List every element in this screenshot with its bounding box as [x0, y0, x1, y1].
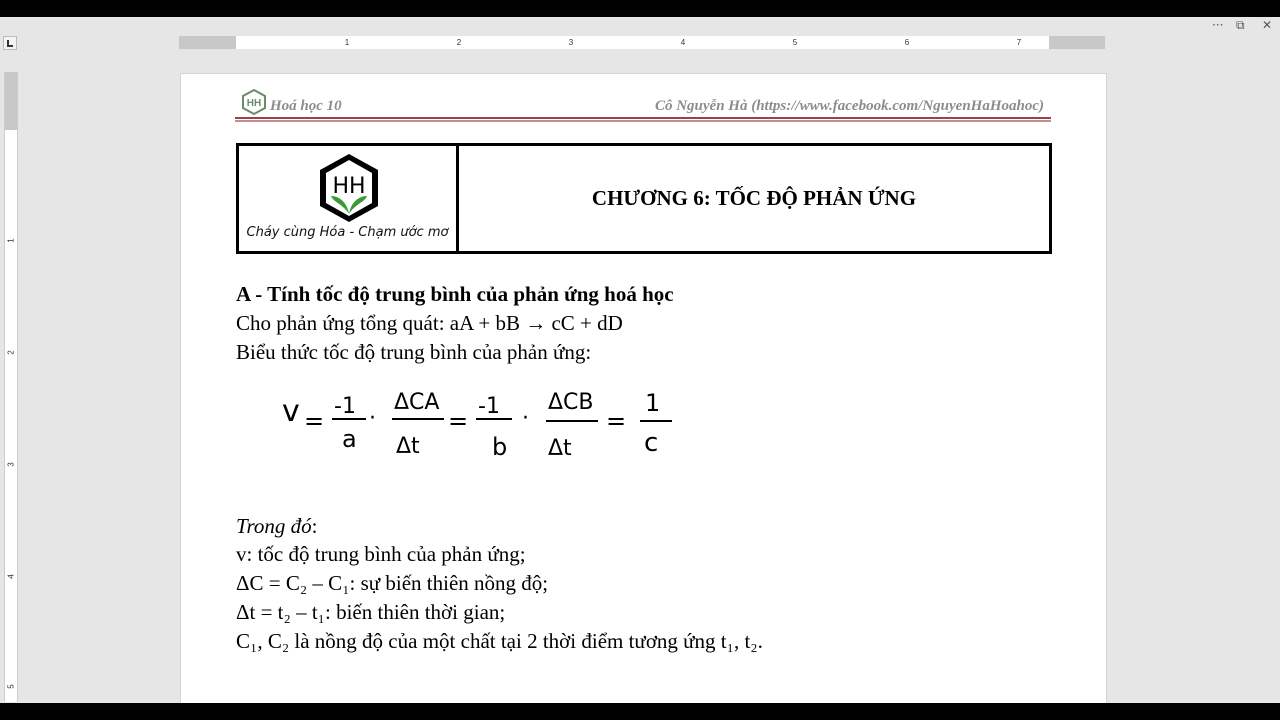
hh-logo-icon: [317, 152, 381, 224]
expression-intro: Biểu thức tốc độ trung bình của phản ứng:: [236, 340, 592, 364]
formula-lhs: v: [282, 394, 300, 429]
ruler-number: 3: [568, 38, 574, 47]
ellipsis-icon[interactable]: ···: [1212, 18, 1224, 32]
where-line: [236, 514, 318, 539]
formula-equals: =: [448, 407, 469, 435]
coef1-denominator: a: [342, 425, 357, 453]
logo-cell: [239, 146, 459, 251]
chapter-title: CHƯƠNG 6: TỐC ĐỘ PHẢN ỨNG: [591, 186, 917, 210]
formula-equals: =: [606, 407, 627, 435]
definition-delta-c: ΔC = C₂ – C₁: sự biến thiên nồng độ;: [236, 571, 549, 595]
tab-selector-button[interactable]: [3, 36, 17, 50]
ruler-number: 2: [6, 350, 16, 355]
header-author: Cô Nguyễn Hà (https://www.facebook.com/NguyenHaHoahoc): [654, 98, 1044, 114]
header-rule: [235, 120, 1051, 122]
ruler-number: 1: [6, 238, 16, 243]
ruler-number: 5: [6, 684, 16, 689]
header-logo-icon: [241, 89, 267, 115]
ruler-number: 6: [904, 38, 910, 47]
ruler-number: 3: [6, 462, 16, 467]
horizontal-ruler[interactable]: [179, 36, 1105, 49]
svg-text:HH: HH: [246, 98, 262, 109]
ruler-number: 4: [680, 38, 686, 47]
section-heading: A - Tính tốc độ trung bình của phản ứng hoá học: [236, 282, 674, 306]
coef3-numerator: 1: [645, 389, 661, 417]
frac1-denominator: Δt: [396, 434, 420, 459]
formula-dot: ·: [522, 406, 529, 431]
reaction-line: Cho phản ứng tổng quát: aA + bB → cC + dD: [236, 311, 623, 335]
ruler-number: 2: [456, 38, 462, 47]
top-black-bar: [0, 0, 1280, 17]
ruler-number: 5: [792, 38, 798, 47]
formula-dot: ·: [369, 406, 376, 431]
coef2-numerator: -1: [478, 394, 500, 419]
ruler-text-area: [236, 36, 1049, 49]
ruler-margin-area: [5, 72, 17, 130]
coef1-numerator: -1: [334, 394, 356, 419]
coef3-denominator: c: [644, 428, 659, 458]
frac1-numerator: ΔCA: [394, 390, 440, 415]
where-colon: :: [311, 514, 318, 538]
definition-concentrations: C₁, C₂ là nồng độ của một chất tại 2 thời điểm tương ứng t₁, t₂.: [236, 629, 763, 653]
coef2-denominator: b: [492, 433, 508, 461]
bottom-black-bar: [0, 703, 1280, 720]
where-label: Trong đó: [236, 514, 312, 538]
header-rule: [235, 117, 1051, 119]
definition-v: v: tốc độ trung bình của phản ứng;: [236, 542, 526, 566]
frac2-numerator: ΔCB: [548, 390, 594, 415]
restore-icon[interactable]: ⧉: [1236, 18, 1245, 32]
frac2-denominator: Δt: [548, 436, 572, 461]
page-header: [235, 96, 1051, 118]
formula-equals: =: [304, 407, 325, 435]
definition-delta-t: Δt = t₂ – t₁: biến thiên thời gian;: [236, 600, 506, 624]
rate-formula: [278, 375, 698, 467]
chapter-banner: [236, 143, 1052, 254]
ruler-number: 1: [344, 38, 350, 47]
close-icon[interactable]: ✕: [1262, 18, 1273, 32]
logo-letters: HH: [332, 174, 366, 199]
ruler-number: 7: [1016, 38, 1022, 47]
slogan: Cháy cùng Hóa - Chạm ước mơ: [246, 225, 449, 240]
ruler-number: 4: [6, 574, 16, 579]
vertical-ruler[interactable]: [4, 72, 18, 702]
header-subject: Hoá học 10: [270, 98, 342, 114]
